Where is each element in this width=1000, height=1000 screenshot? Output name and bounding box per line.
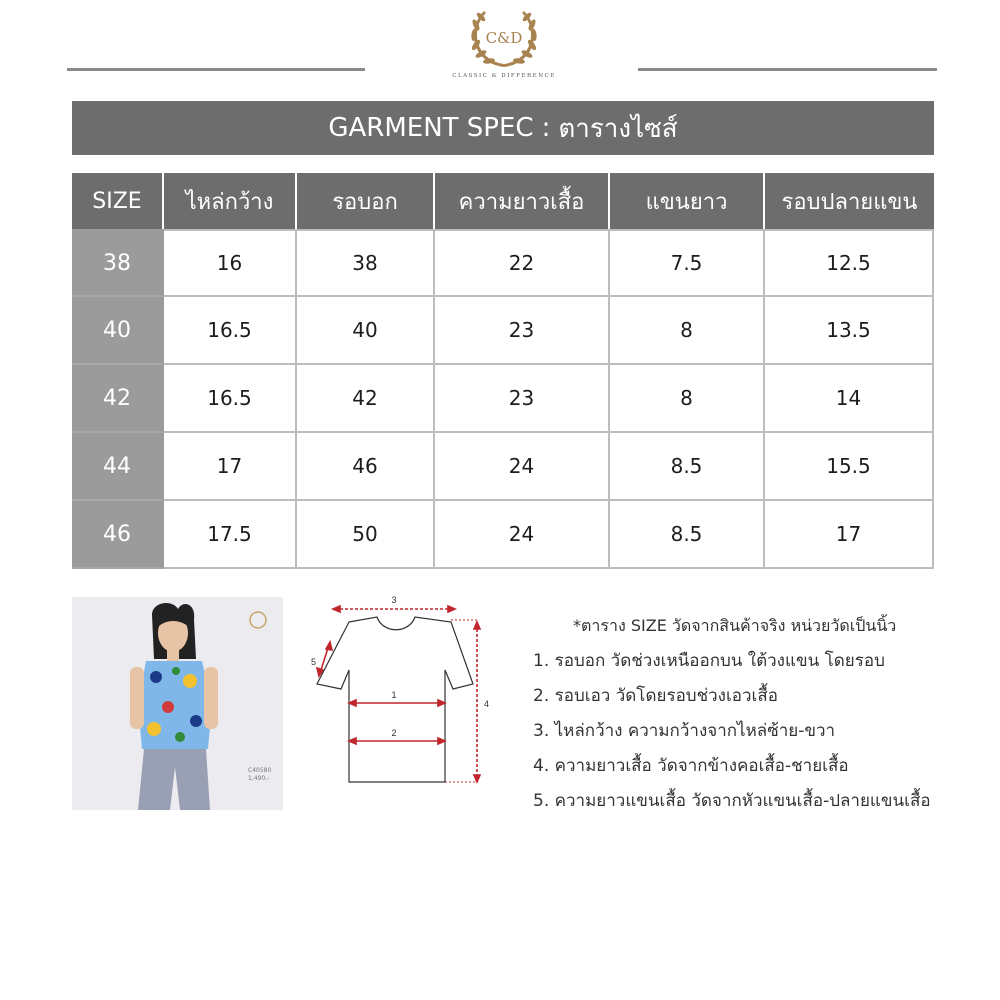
product-code: C40580 [248, 767, 272, 774]
header-rule-left [67, 68, 365, 71]
measurement-diagram [305, 592, 495, 792]
header-chest: รอบอก [297, 173, 435, 229]
dimension-label: 1 [391, 690, 397, 700]
product-price: 1,490.- [248, 775, 270, 782]
table-cell: 16.5 [164, 297, 297, 365]
table-cell: 23 [435, 365, 610, 433]
table-cell: 24 [435, 433, 610, 501]
table-row [72, 365, 934, 433]
table-row [72, 501, 934, 569]
table-cell: 42 [297, 365, 435, 433]
size-cell: 46 [72, 501, 164, 569]
table-cell: 14 [765, 365, 934, 433]
logo-monogram: C&D [485, 29, 523, 47]
table-cell: 15.5 [765, 433, 934, 501]
table-cell: 22 [435, 229, 610, 297]
table-cell: 24 [435, 501, 610, 569]
table-cell: 16.5 [164, 365, 297, 433]
note-item: 3. ไหล่กว้าง ความกว้างจากไหล่ซ้าย-ขวา [533, 721, 836, 741]
table-row [72, 433, 934, 501]
model-photo [72, 597, 283, 810]
table-cell: 8.5 [610, 501, 765, 569]
measurement-notes [533, 614, 973, 822]
table-cell: 8 [610, 297, 765, 365]
dimension-label: 5 [311, 657, 317, 667]
tshirt-diagram-icon [305, 592, 495, 792]
header-rule-right [638, 68, 937, 71]
table-cell: 38 [297, 229, 435, 297]
table-cell: 8.5 [610, 433, 765, 501]
table-body [72, 229, 934, 569]
note-item: 1. รอบอก วัดช่วงเหนืออกบน ใต้วงแขน โดยรอบ [533, 651, 885, 671]
page-title [72, 101, 934, 155]
table-cell: 16 [164, 229, 297, 297]
table-row [72, 229, 934, 297]
size-cell: 40 [72, 297, 164, 365]
size-cell: 38 [72, 229, 164, 297]
dimension-label: 4 [484, 699, 490, 709]
table-cell: 17 [164, 433, 297, 501]
title-english: GARMENT SPEC [328, 113, 534, 143]
note-item: 2. รอบเอว วัดโดยรอบช่วงเอวเสื้อ [533, 686, 778, 706]
table-cell: 13.5 [765, 297, 934, 365]
size-cell: 42 [72, 365, 164, 433]
model-illustration [72, 597, 283, 810]
title-thai: ตารางไซส์ [558, 113, 678, 144]
table-cell: 50 [297, 501, 435, 569]
dimension-label: 2 [391, 728, 397, 738]
header-size: SIZE [72, 173, 164, 229]
table-cell: 46 [297, 433, 435, 501]
size-spec-table [72, 173, 934, 569]
note-item: 4. ความยาวเสื้อ วัดจากข้างคอเสื้อ-ชายเสื้อ [533, 756, 849, 776]
header-shoulder-width: ไหล่กว้าง [164, 173, 297, 229]
table-row [72, 297, 934, 365]
title-separator: : [541, 113, 551, 143]
dimension-label: 3 [391, 595, 397, 605]
brand-logo [449, 5, 559, 87]
logo-tagline: CLASSIC & DIFFERENCE [452, 73, 556, 79]
notes-heading: *ตาราง SIZE วัดจากสินค้าจริง หน่วยวัดเป็นนิ้ว [573, 616, 897, 635]
table-cell: 17 [765, 501, 934, 569]
header-length: ความยาวเสื้อ [435, 173, 610, 229]
header-sleeve-length: แขนยาว [610, 173, 765, 229]
size-cell: 44 [72, 433, 164, 501]
note-item: 5. ความยาวแขนเสื้อ วัดจากหัวแขนเสื้อ-ปลายแขนเสื้อ [533, 791, 931, 811]
table-cell: 23 [435, 297, 610, 365]
table-cell: 40 [297, 297, 435, 365]
laurel-wreath-icon [462, 5, 546, 71]
table-cell: 8 [610, 365, 765, 433]
table-header-row [72, 173, 934, 229]
table-cell: 12.5 [765, 229, 934, 297]
table-cell: 17.5 [164, 501, 297, 569]
header-sleeve-opening: รอบปลายแขน [765, 173, 934, 229]
table-cell: 7.5 [610, 229, 765, 297]
